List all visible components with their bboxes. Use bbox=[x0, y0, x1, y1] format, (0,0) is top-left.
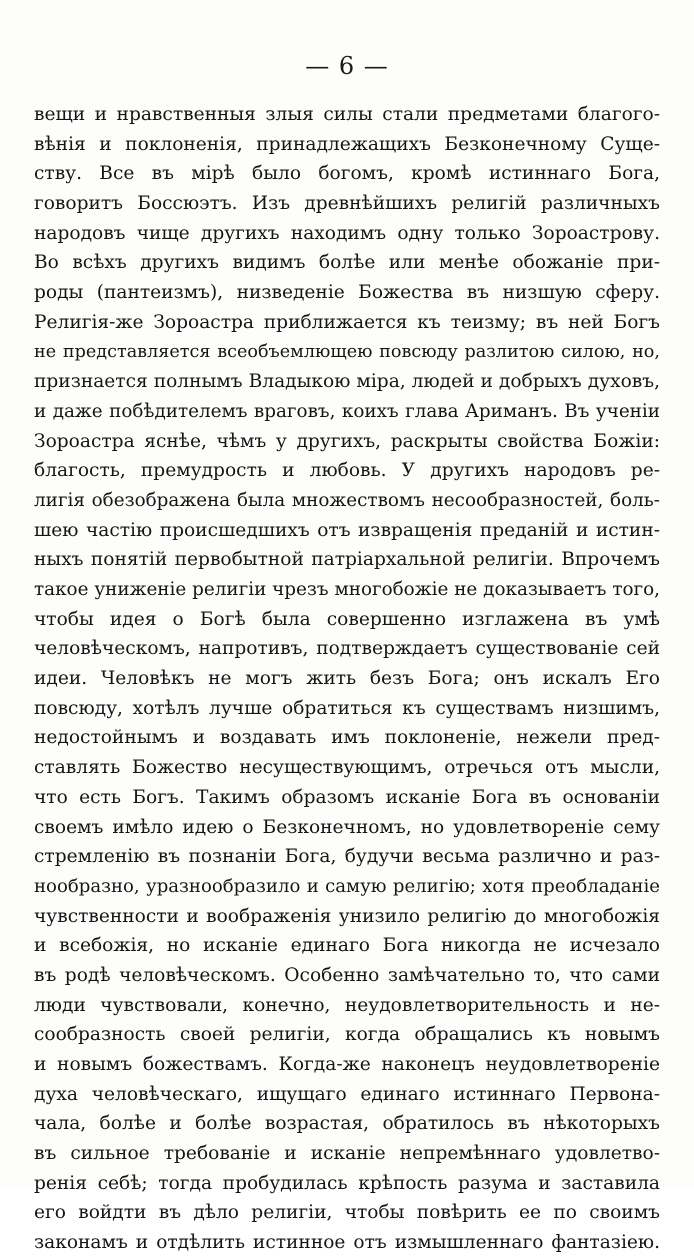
text-line: говоритъ Боссюэтъ. Изъ древнѣйшихъ религій различныхъ bbox=[34, 193, 660, 215]
text-line: повсюду, хотѣлъ лучше обратиться къ существамъ низшимъ, bbox=[34, 697, 660, 719]
text-line: своемъ имѣло идею о Безконечномъ, но удовлетвореніе сему bbox=[34, 816, 660, 838]
text-line: и новымъ божествамъ. Когда-же наконецъ неудовлетвореніе bbox=[34, 1054, 660, 1075]
text-line: ставлять Божество несуществующимъ, отречься отъ мысли, bbox=[34, 757, 660, 779]
text-line: Во всѣхъ другихъ видимъ болѣе или менѣе обожаніе при- bbox=[34, 252, 660, 274]
text-line: народовъ чище другихъ находимъ одну только Зороастрову. bbox=[34, 222, 660, 244]
text-line: человѣческомъ, напротивъ, подтверждаетъ существованіе сей bbox=[34, 638, 660, 660]
text-line: ренія себѣ; тогда пробудилась крѣпость разума и заставила bbox=[34, 1172, 660, 1194]
text-line: роды (пантеизмъ), низведеніе Божества въ низшую сферу. bbox=[34, 282, 660, 304]
text-line: Зороастра яснѣе, чѣмъ у другихъ, раскрыты свойства Божіи: bbox=[34, 430, 660, 452]
text-line: чала, болѣе и болѣе возрастая, обратилось въ нѣкоторыхъ bbox=[34, 1113, 660, 1135]
text-line: идеи. Человѣкъ не могъ жить безъ Бога; онъ искалъ Его bbox=[34, 668, 660, 690]
text-line: Религія-же Зороастра приближается къ теизму; въ ней Богъ bbox=[34, 311, 660, 333]
text-line: такое униженіе религіи чрезъ многобожіе не доказываетъ того, bbox=[34, 579, 660, 600]
text-line: нообразно, уразнообразило и самую религію; хотя преобладаніе bbox=[34, 875, 660, 897]
text-line: благость, премудрость и любовь. У другихъ народовъ ре- bbox=[34, 460, 660, 482]
text-line: не представляется всеобъемлющею повсюду разлитою силою, но, bbox=[34, 341, 660, 362]
text-line: въ сильное требованіе и исканіе непремѣннаго удовлетво- bbox=[34, 1143, 660, 1165]
text-line: недостойнымъ и воздавать имъ поклоненіе, нежели пред- bbox=[34, 727, 660, 749]
text-line: стремленію въ познаніи Бога, будучи весьма различно и раз- bbox=[34, 846, 660, 868]
text-line: сообразность своей религіи, когда обращались къ новымъ bbox=[34, 1024, 660, 1046]
text-line: чтобы идея о Богѣ была совершенно изглажена въ умѣ bbox=[34, 608, 660, 630]
text-line: его войдти въ дѣло религіи, чтобы повѣрить ее по своимъ bbox=[34, 1202, 660, 1224]
text-line: признается полнымъ Владыкою міра, людей и добрыхъ духовъ, bbox=[34, 371, 660, 393]
text-line: вещи и нравственныя злыя силы стали предметами благого- bbox=[34, 104, 660, 125]
page-number: — 6 — bbox=[305, 52, 389, 80]
text-line: духа человѣческаго, ищущаго единаго истиннаго Первона- bbox=[34, 1083, 660, 1105]
text-line: вѣнія и поклоненія, принадлежащихъ Безконечному Суще- bbox=[34, 133, 660, 155]
text-line: ству. Все въ мірѣ было богомъ, кромѣ истиннаго Бога, bbox=[34, 163, 660, 185]
text-line: шею частію происшедшихъ отъ извращенія преданій и истин- bbox=[34, 519, 660, 541]
body-text bbox=[34, 100, 660, 1258]
text-line: чувственности и воображенія унизило религію до многобожія bbox=[34, 905, 660, 927]
text-line: люди чувствовали, конечно, неудовлетворительность и не- bbox=[34, 994, 660, 1016]
text-line: ныхъ понятій первобытной патріархальной религіи. Впрочемъ bbox=[34, 549, 660, 571]
text-line: и даже побѣдителемъ враговъ, коихъ глава Ариманъ. Въ ученіи bbox=[34, 400, 660, 422]
text-line: и всебожія, но исканіе единаго Бога никогда не исчезало bbox=[34, 935, 660, 957]
text-line: въ родѣ человѣческомъ. Особенно замѣчательно то, что сами bbox=[34, 964, 660, 986]
text-line: лигія обезображена была множествомъ несообразностей, боль- bbox=[34, 489, 660, 511]
text-line: что есть Богъ. Такимъ образомъ исканіе Бога въ основаніи bbox=[34, 786, 660, 808]
text-line: законамъ и отдѣлить истинное отъ измышленнаго фантазіею. bbox=[34, 1232, 660, 1254]
